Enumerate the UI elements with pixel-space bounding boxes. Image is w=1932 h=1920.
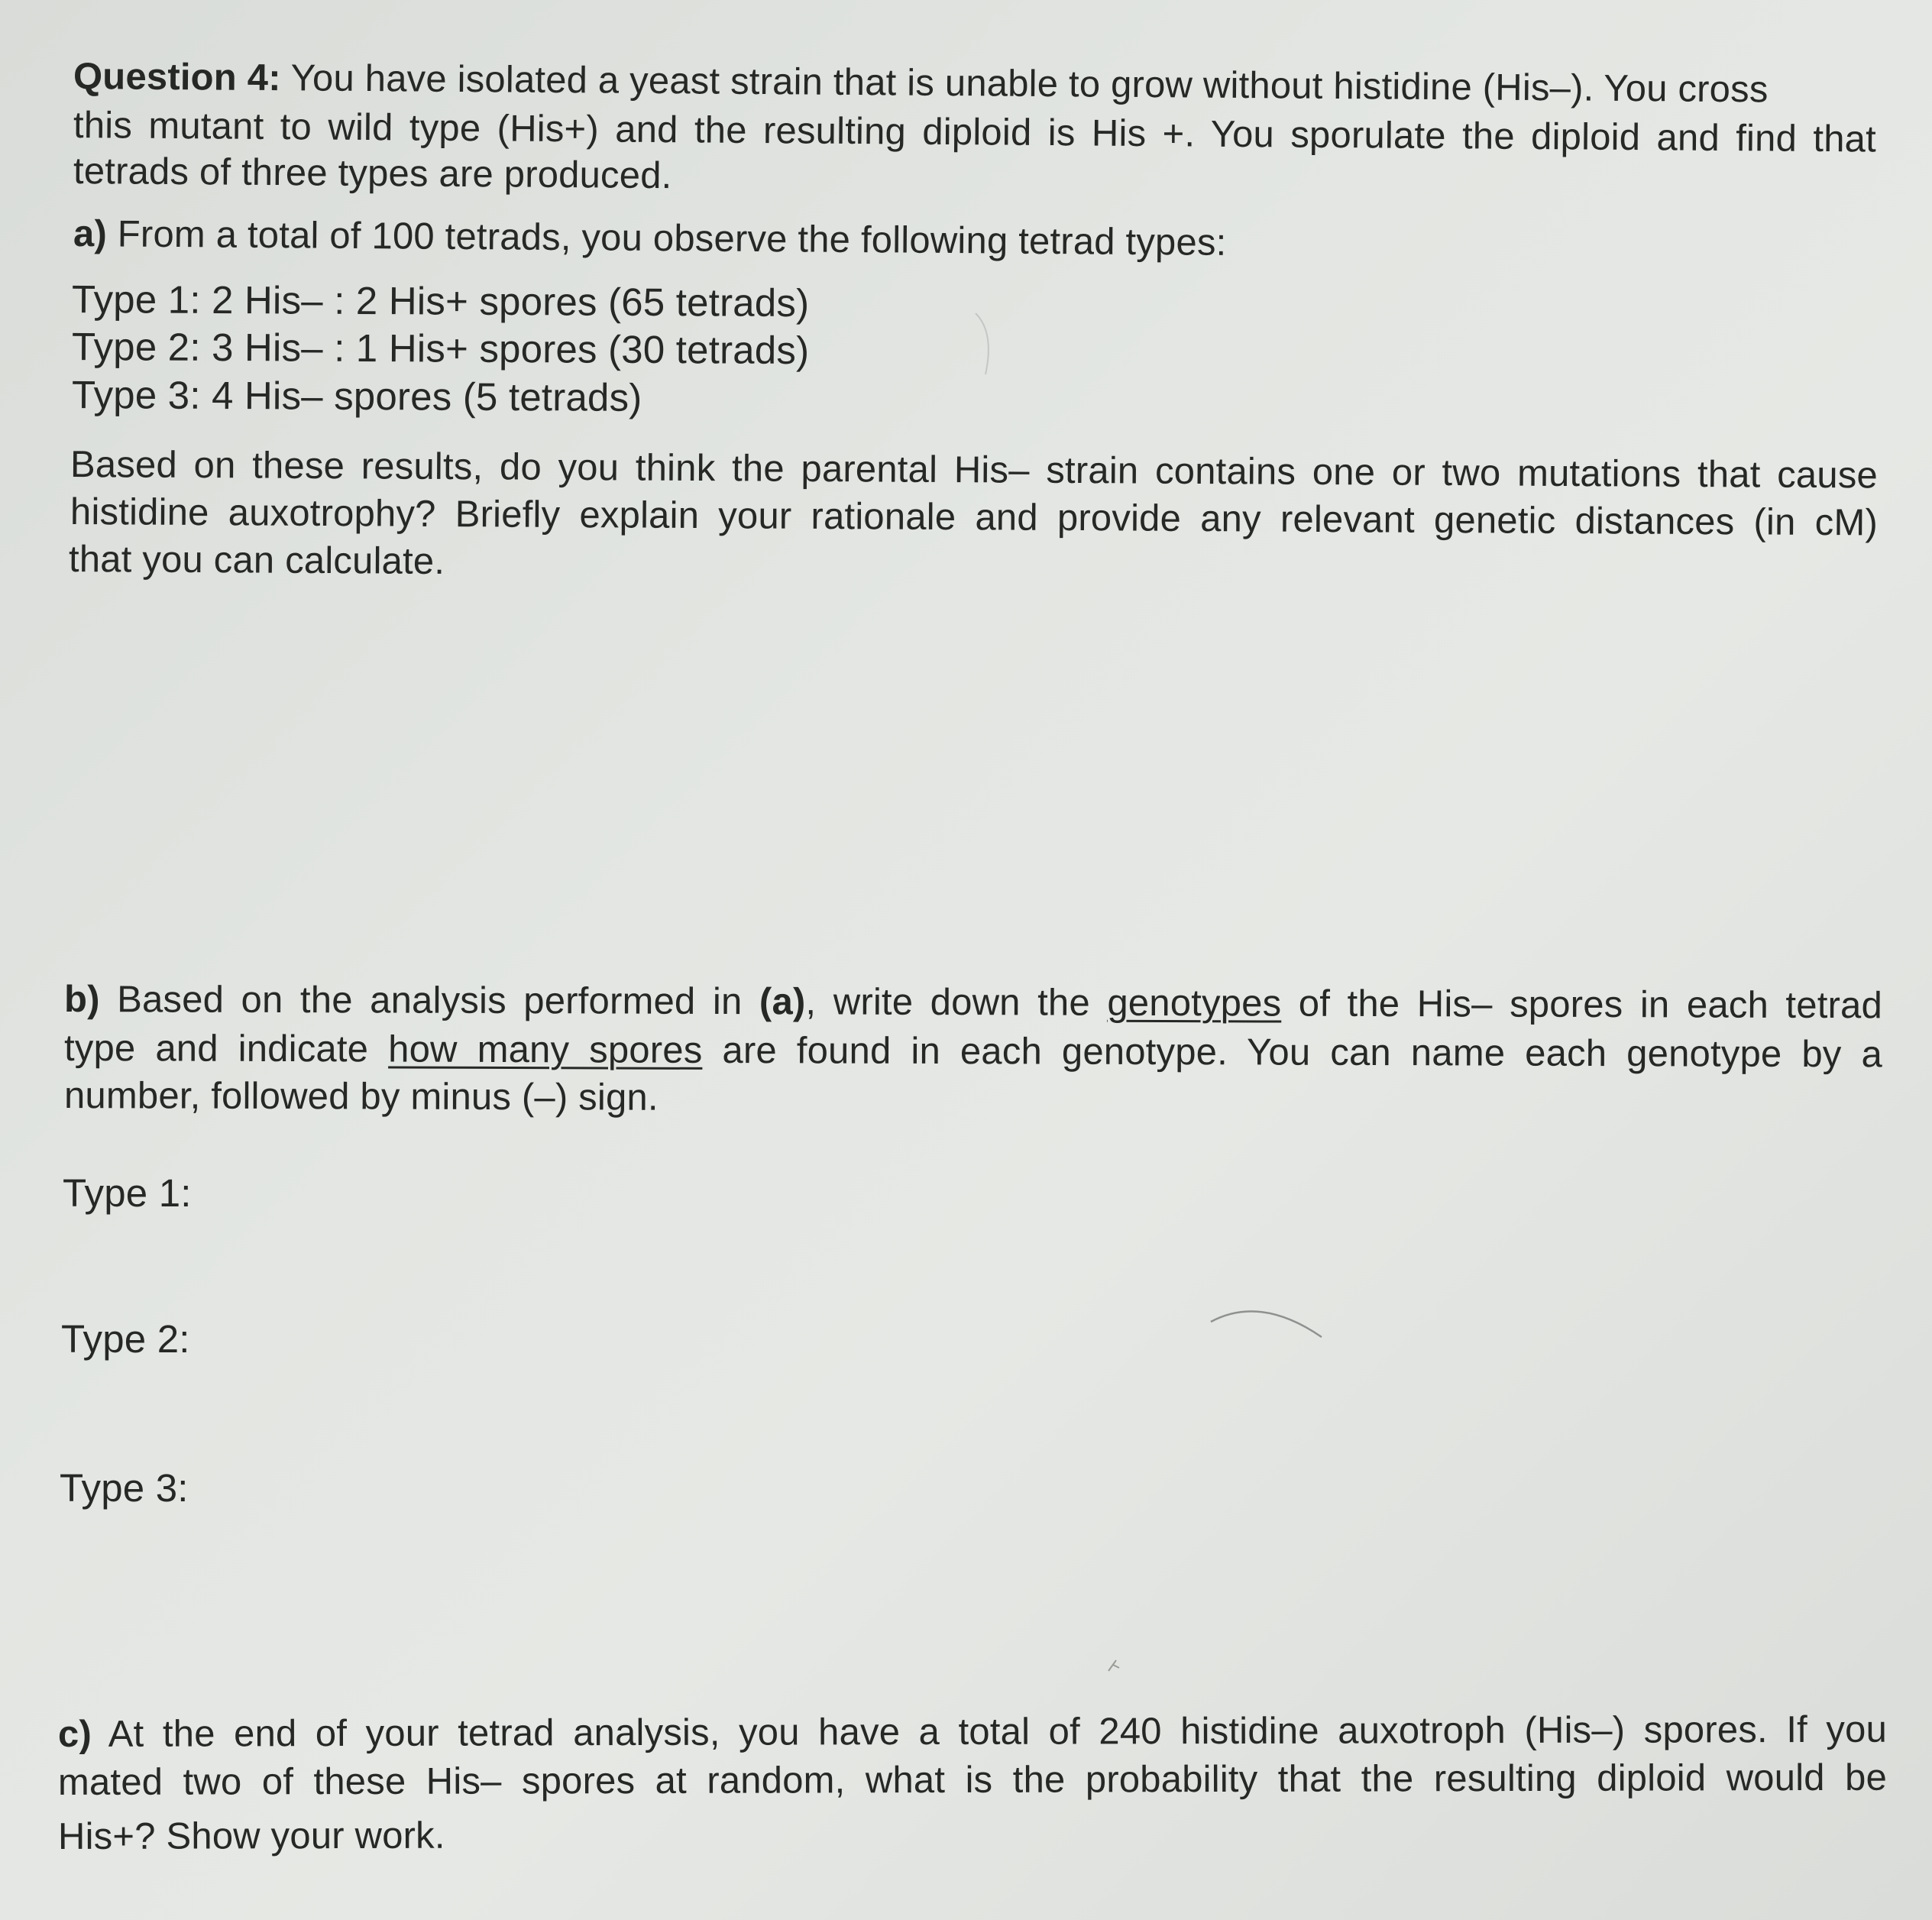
part-a-label: a): [73, 213, 108, 255]
answer-type-3: Type 3:: [60, 1466, 189, 1510]
question-intro-text-1: You have isolated a yeast strain that is unable to grow without histidine (His–). You cross: [280, 57, 1769, 111]
tetrad-type-3: Type 3: 4 His– spores (5 tetrads): [71, 373, 642, 419]
part-b-how-many-underline: how many spores: [388, 1028, 703, 1071]
pencil-mark-stroke: [972, 309, 1002, 378]
pencil-mark-tick: [1104, 1654, 1127, 1677]
part-b-text-2b: are found in each genotype. You can name each genotype by a: [702, 1029, 1883, 1076]
part-b-text-2a: type and indicate: [63, 1028, 389, 1070]
part-a-question-line-3: that you can calculate.: [68, 539, 445, 583]
question-intro-line-2: this mutant to wild type (His+) and the resulting diploid is His +. You sporulate the diploid and find that: [73, 105, 1877, 160]
question-intro-line-3: tetrads of three types are produced.: [73, 151, 672, 197]
part-b-line-1: [64, 976, 1882, 1028]
part-c-line-1: [58, 1707, 1887, 1757]
part-b-text-1a: Based on the analysis performed in: [99, 979, 760, 1023]
part-b-line-2: [64, 1025, 1882, 1077]
part-b-text-1b: , write down the: [805, 981, 1108, 1024]
tetrad-type-1: Type 1: 2 His– : 2 His+ spores (65 tetrads): [71, 277, 810, 325]
pencil-mark-arc: [1207, 1291, 1329, 1345]
part-c-text-1: At the end of your tetrad analysis, you have a total of 240 histidine auxotroph (His–) spores. If you: [91, 1708, 1888, 1755]
question-label: Question 4:: [73, 56, 281, 99]
answer-type-2: Type 2:: [61, 1317, 190, 1361]
part-b-text-1c: of the His– spores in each tetrad: [1281, 983, 1883, 1027]
part-c-line-3: His+? Show your work.: [57, 1815, 445, 1857]
answer-type-1: Type 1:: [63, 1171, 192, 1215]
part-a-question-line-1: Based on these results, do you think the parental His– strain contains one or two mutations that cause: [70, 444, 1879, 497]
part-a-question-line-2: histidine auxotrophy? Briefly explain your rationale and provide any relevant genetic distances (in cM): [70, 491, 1879, 544]
part-a-intro: [73, 211, 1227, 266]
tetrad-type-2: Type 2: 3 His– : 1 His+ spores (30 tetrads): [71, 325, 810, 373]
part-b-line-3: number, followed by minus (–) sign.: [63, 1075, 659, 1119]
part-c-label: c): [57, 1713, 92, 1755]
part-c-line-2: mated two of these His– spores at random, what is the probability that the resulting diploid would be: [57, 1756, 1888, 1803]
part-a-intro-text: From a total of 100 tetrads, you observe the following tetrad types:: [106, 213, 1227, 264]
part-b-label: b): [63, 979, 100, 1021]
part-b-genotypes-underline: genotypes: [1107, 982, 1282, 1025]
part-b-ref-a: (a): [759, 981, 806, 1023]
